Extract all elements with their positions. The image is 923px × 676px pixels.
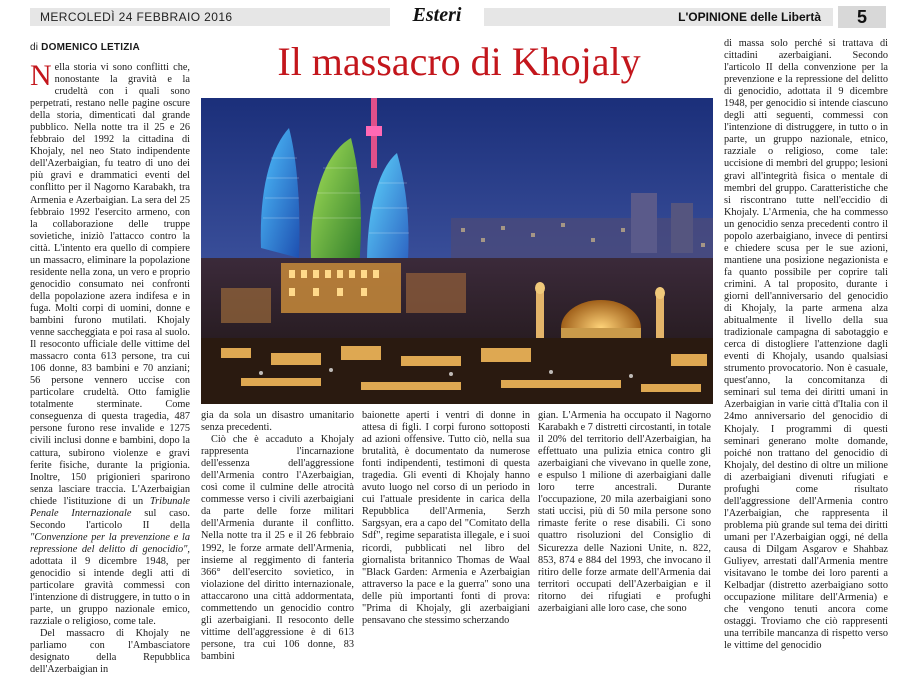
text-column-4	[538, 410, 711, 630]
paragraph: gian. L'Armenia ha occupato il Nagorno Karabakh e 7 distretti circostanti, in totale il 20% del territorio dell'Azerbaigian, ha effettuato una pulizia etnica contro gli azerbaigiani che vivevano in quelle zone, e espulso 1 milione di azerbaigiani dalle loro terre ancestrali. Durante l'occupazione, 20 mila azerbaigiani sono stati uccisi, più di 50 mila persone sono rimaste ferite o rese disabili. Ci sono quattro risoluzioni del Consiglio di Sicurezza delle Nazioni Unite, n. 822, 853, 874 e 884 del 1993, che invocano il ritiro delle forze armate dell'Armenia dai territori occupati dell'Azerbaigian e il ritorno dei rifugiati e profughi azerbaigiani alle loro case, che sono	[538, 410, 711, 614]
drop-cap: N	[30, 59, 52, 92]
paragraph: baionette aperti i ventri di donne in attesa di figli. I corpi furono sottoposti ad azioni offensive. Tutto ciò, nella sua brutalità, è documentato da numerose fonti indipendenti, testimoni di questa tragedia. Gli eventi di Khojaly hanno avuto luogo nel corso di un periodo in cui l'attuale presidente in carica della Repubblica dell'Armenia, Serzh Sargsyan, era a capo del "Comitato della Sdf", regime separatista illegale, e i suoi ricordi, pubblicati nel libro del giornalista britannico Thomas de Waal "Black Garden: Armenia e Azerbaigian attraverso la pace e la guerra" sono una delle più importanti fonti di prova: "Prima di Khojaly, gli azerbaigiani pensavano che stessimo scherzando	[362, 410, 530, 626]
newspaper-name: L'OPINIONE delle Libertà	[678, 10, 821, 24]
header-date: MERCOLEDÌ 24 FEBBRAIO 2016	[40, 10, 233, 24]
article-title: Il massacro di Khojaly	[277, 39, 641, 84]
author-prefix: di	[30, 42, 39, 53]
paragraph: Del massacro di Khojaly ne parliamo con l'Ambasciatore designato della Repubblica dell'Azerbaigian in	[30, 628, 190, 676]
convention-name: "Convenzione per la prevenzione e la repressione del delitto di genocidio"	[30, 531, 190, 555]
header-newspaper-band	[484, 8, 833, 26]
article-author	[30, 42, 200, 53]
text-column-5	[724, 38, 888, 652]
page-header	[0, 0, 923, 32]
page-number: 5	[856, 7, 867, 27]
page-number-box	[838, 6, 886, 28]
paragraph: Ciò che è accaduto a Khojaly rappresenta l'incarnazione dell'essenza dell'aggressione dell'Armenia contro l'Azerbaigian, così come il culmine delle atrocità commesse verso i civili azerbaigiani da parte delle forze militari dell'Armenia durante il conflitto. Nella notte tra il 25 e il 26 febbraio 1992, le forze armate dell'Armenia, insieme al reggimento di fanteria 366° dell'esercito sovietico, in violazione del diritto internazionale, attaccarono una città addormentata, commettendo un genocidio contro gli azerbaigiani. Il resoconto delle vittime dell'aggressione è di 613 persone, tra cui 106 donne, 83 bambini	[201, 434, 354, 662]
paragraph: di massa solo perché si trattava di cittadini azerbaigiani. Secondo l'articolo II della convenzione per la prevenzione e la repressione del delitto di genocidio, adottata il 9 dicembre 1948, per genocidio si intende ciascuno degli atti seguenti, commessi con l'intenzione di distruggere, in tutto o in parte, un gruppo nazionale, etnico, razziale o religioso, come tale: uccisione di membri del gruppo; lesioni gravi all'integrità fisica o mentale di membri del gruppo. Caratteristiche che si riscontrano tutte nell'eccidio di Khojaly. L'Armenia, che ha commesso un genocidio senza precedenti contro il popolo azerbaigiano, invece di pentirsi e chiedere scusa per le sue azioni, mantiene una posizione negazionista e fa quanto possibile per coprire tali crimini. A tal proposito, durante i giorni dell'anniversario del genocidio di Khojaly, la parte armena alza abitualmente il livello della sua tradizionale campagna di sabotaggio e cerca di distogliere l'attenzione dagli eventi di Khojaly, usando qualsiasi strumento provocatorio. Non è casuale, quest'anno, la concomitanza di seminari sul tema dei diritti umani in Azerbaigian in varie città d'Italia con il 24mo anniversario del genocidio di Khojaly. I programmi di questi seminari generano molte domande, poiché non trattano del genocidio di Khojaly, del destino di oltre un milione di azerbaigiani divenuti rifugiati e profughi come risultato dell'aggressione dell'Armenia contro l'Azerbaigian, che rappresenta il problema più grande sul tema dei diritti umani per l'Azerbaigian oggi, né della causa di Dilgam Asgarov e Shahbaz Guliyev, arrestati dall'Armenia mentre visitavano le tombe dei loro parenti a Kelbadjar (distretto azerbaigiano sotto occupazione militare dell'Armenia) e che vengono tenuti ancora come ostaggi. Troviamo che ciò rappresenti una terribile mancanza di rispetto verso le vittime del genocidio	[724, 38, 888, 652]
section-name: Esteri	[412, 4, 462, 26]
paragraph-text: sul caso. Secondo l'articolo II della	[30, 507, 190, 531]
paragraph-text: ella storia vi sono conflitti che, nonostante la gravità e la crudeltà con i quali sono perpetrati, restano nelle pagine oscure della storia, dimenticati dal grande pubblico. Nella notte tra il 25 e 26 febbraio del 1992 la cittadina di Khojaly, nel neo Stato indipendente dell'Azerbaigian, fu teatro di uno dei più gravi e drammatici eventi del conflitto per il Nagorno Karabakh, tra Armenia e Azerbaigian. La sera del 25 febbraio 1992 l'esercito armeno, con la collaborazione delle truppe sovietiche, iniziò l'attacco contro la città. L'intento era quello di compiere un massacro, eliminare la popolazione residente nella zona, un vero e proprio genocidio consumato nei confronti della popolazione azera indifesa e in fuga. Molti corpi di uomini, donne e bambini furono mutilati. Khojaly venne saccheggiata e poi rasa al suolo. Il resoconto ufficiale delle vittime del massacro conta 613 persone, tra cui 106 donne, 83 bambini e 70 anziani; 56 persone vennero uccise con particolare crudeltà. Otto famiglie totalmente sterminate. Come conseguenza di questa tragedia, 487 persone furono rese invalide e 1275 civili inclusi donne e bambini, dopo la cattura, subirono violenze e gravi ferite fisiche, durante la prigionia. Inoltre, 150 prigionieri sparirono senza lasciare traccia. L'Azerbaigian chiede l'istituzione di un	[30, 62, 190, 507]
header-date-band	[30, 8, 390, 26]
paragraph: gia da sola un disastro umanitario senza precedenti.	[201, 410, 354, 434]
paragraph-text: , adottata il 9 dicembre 1948, per genocidio si intende degli atti di particolare gravità commessi con l'intenzione di distruggere, in tutto o in parte, un gruppo nazionale emico, razziale o religioso, come tale.	[30, 543, 190, 628]
paragraph	[30, 59, 191, 628]
author-name: DOMENICO LETIZIA	[41, 42, 140, 53]
baku-skyline-night-photo	[201, 98, 713, 404]
text-column-2	[201, 410, 354, 662]
text-column-1	[30, 59, 191, 676]
text-column-3	[362, 410, 530, 630]
tribunal-name: Tribunale Penale Internazionale	[30, 495, 191, 519]
